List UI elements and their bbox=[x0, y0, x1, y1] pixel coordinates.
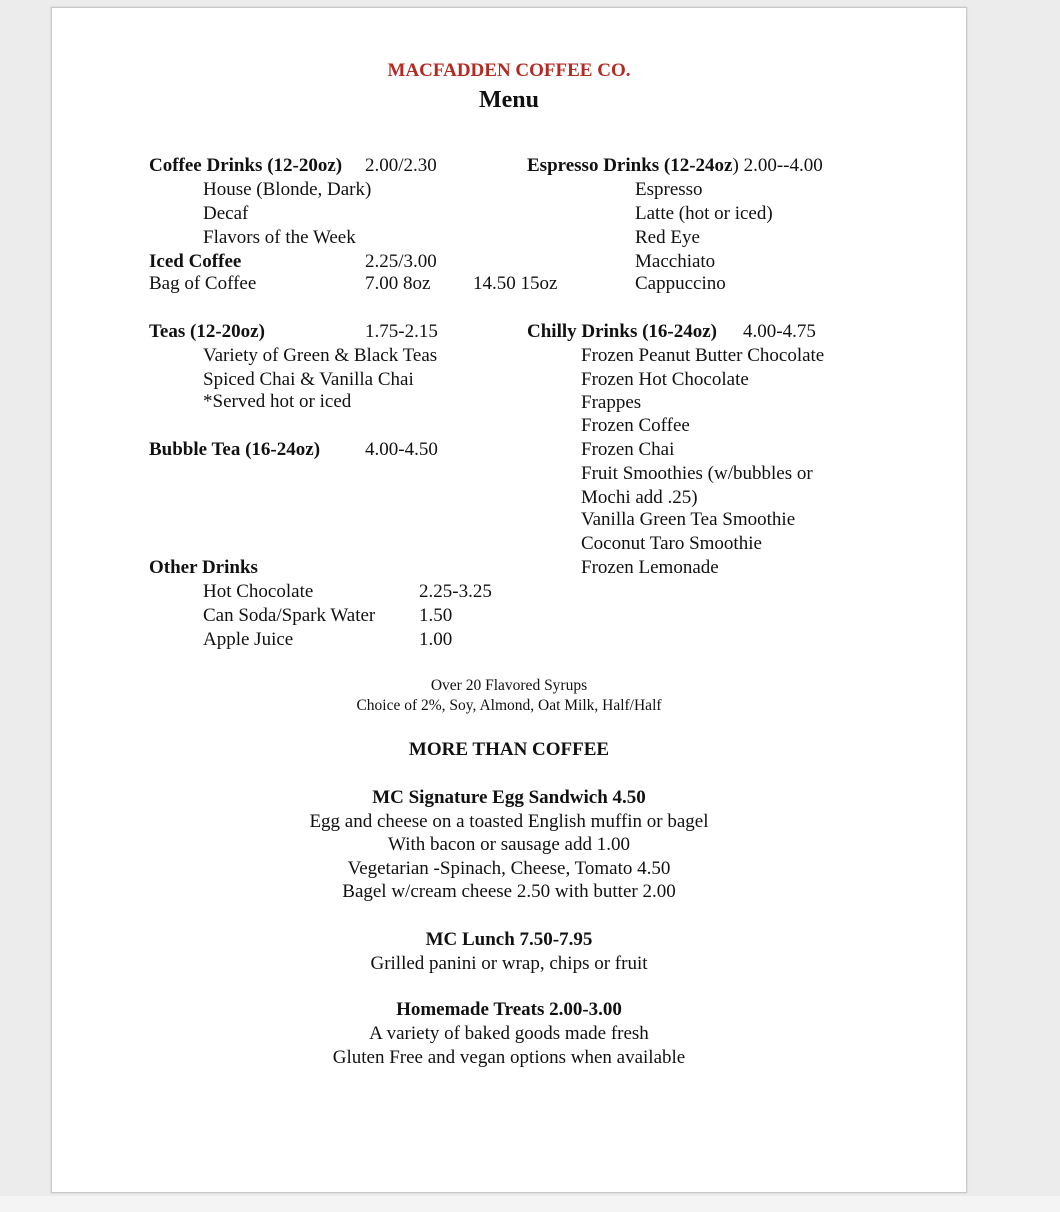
treats-line: Gluten Free and vegan options when available bbox=[332, 1047, 686, 1068]
iced-coffee-label: Iced Coffee bbox=[149, 251, 242, 272]
espresso-item: Latte (hot or iced) bbox=[635, 203, 773, 224]
treats-heading: Homemade Treats 2.00-3.00 bbox=[396, 999, 622, 1020]
chilly-item: Frozen Lemonade bbox=[581, 557, 719, 578]
egg-sandwich-line: Vegetarian -Spinach, Cheese, Tomato 4.50 bbox=[347, 858, 671, 879]
egg-sandwich-line: With bacon or sausage add 1.00 bbox=[388, 834, 630, 855]
other-drink-price: 1.00 bbox=[419, 629, 453, 650]
iced-coffee-price: 2.25/3.00 bbox=[365, 251, 437, 272]
syrups-note: Over 20 Flavored Syrups bbox=[430, 677, 588, 694]
espresso-item: Espresso bbox=[635, 179, 703, 200]
teas-price: 1.75-2.15 bbox=[365, 321, 438, 342]
chilly-drinks-heading: Chilly Drinks (16-24oz) bbox=[527, 321, 717, 342]
page-footer-strip bbox=[0, 1196, 1060, 1212]
other-drink-name: Can Soda/Spark Water bbox=[203, 605, 376, 626]
milk-options-note: Choice of 2%, Soy, Almond, Oat Milk, Half/Half bbox=[356, 697, 662, 714]
chilly-item: Coconut Taro Smoothie bbox=[581, 533, 762, 554]
tea-item: Variety of Green & Black Teas bbox=[203, 345, 438, 366]
other-drinks-heading: Other Drinks bbox=[149, 557, 258, 578]
chilly-item: Frozen Coffee bbox=[581, 415, 690, 436]
treats-line: A variety of baked goods made fresh bbox=[369, 1023, 649, 1044]
teas-heading: Teas (12-20oz) bbox=[149, 321, 265, 342]
tea-item: Spiced Chai & Vanilla Chai bbox=[203, 369, 414, 390]
chilly-item: Frozen Chai bbox=[581, 439, 675, 460]
chilly-item: Frappes bbox=[581, 392, 642, 413]
bag-of-coffee-label: Bag of Coffee bbox=[149, 273, 257, 294]
espresso-drinks-heading: Espresso Drinks (12-24oz bbox=[527, 155, 733, 176]
coffee-drinks-price: 2.00/2.30 bbox=[365, 155, 437, 176]
bubble-tea-heading: Bubble Tea (16-24oz) bbox=[149, 439, 321, 460]
egg-sandwich-line: Egg and cheese on a toasted English muffin or bagel bbox=[309, 811, 709, 832]
coffee-drinks-heading: Coffee Drinks (12-20oz) bbox=[149, 155, 343, 176]
menu-page bbox=[51, 7, 967, 1193]
espresso-drinks-price: ) 2.00--4.00 bbox=[732, 155, 823, 176]
chilly-item: Mochi add .25) bbox=[581, 487, 698, 508]
bag-of-coffee-price-large: 14.50 15oz bbox=[473, 273, 558, 294]
other-drink-price: 2.25-3.25 bbox=[419, 581, 492, 602]
tea-item: *Served hot or iced bbox=[203, 391, 352, 412]
coffee-item: House (Blonde, Dark) bbox=[203, 179, 372, 200]
other-drink-name: Apple Juice bbox=[203, 629, 294, 650]
chilly-item: Frozen Peanut Butter Chocolate bbox=[581, 345, 825, 366]
chilly-item: Frozen Hot Chocolate bbox=[581, 369, 749, 390]
espresso-drinks-header bbox=[527, 154, 823, 177]
coffee-item: Decaf bbox=[203, 203, 249, 224]
chilly-item: Vanilla Green Tea Smoothie bbox=[581, 509, 796, 530]
chilly-drinks-price: 4.00-4.75 bbox=[743, 321, 816, 342]
coffee-item: Flavors of the Week bbox=[203, 227, 356, 248]
espresso-item: Macchiato bbox=[635, 251, 716, 272]
page-title: Menu bbox=[479, 87, 539, 113]
egg-sandwich-line: Bagel w/cream cheese 2.50 with butter 2.00 bbox=[342, 881, 676, 902]
espresso-item: Red Eye bbox=[635, 227, 700, 248]
chilly-item: Fruit Smoothies (w/bubbles or bbox=[581, 463, 813, 484]
other-drink-price: 1.50 bbox=[419, 605, 453, 626]
egg-sandwich-heading: MC Signature Egg Sandwich 4.50 bbox=[372, 787, 646, 808]
bubble-tea-price: 4.00-4.50 bbox=[365, 439, 438, 460]
lunch-line: Grilled panini or wrap, chips or fruit bbox=[370, 953, 648, 974]
espresso-item: Cappuccino bbox=[635, 273, 726, 294]
brand-name: MACFADDEN COFFEE CO. bbox=[387, 60, 631, 81]
other-drink-name: Hot Chocolate bbox=[203, 581, 314, 602]
bag-of-coffee-price-small: 7.00 8oz bbox=[365, 273, 431, 294]
more-than-coffee-heading: MORE THAN COFFEE bbox=[408, 739, 610, 760]
lunch-heading: MC Lunch 7.50-7.95 bbox=[425, 929, 593, 950]
